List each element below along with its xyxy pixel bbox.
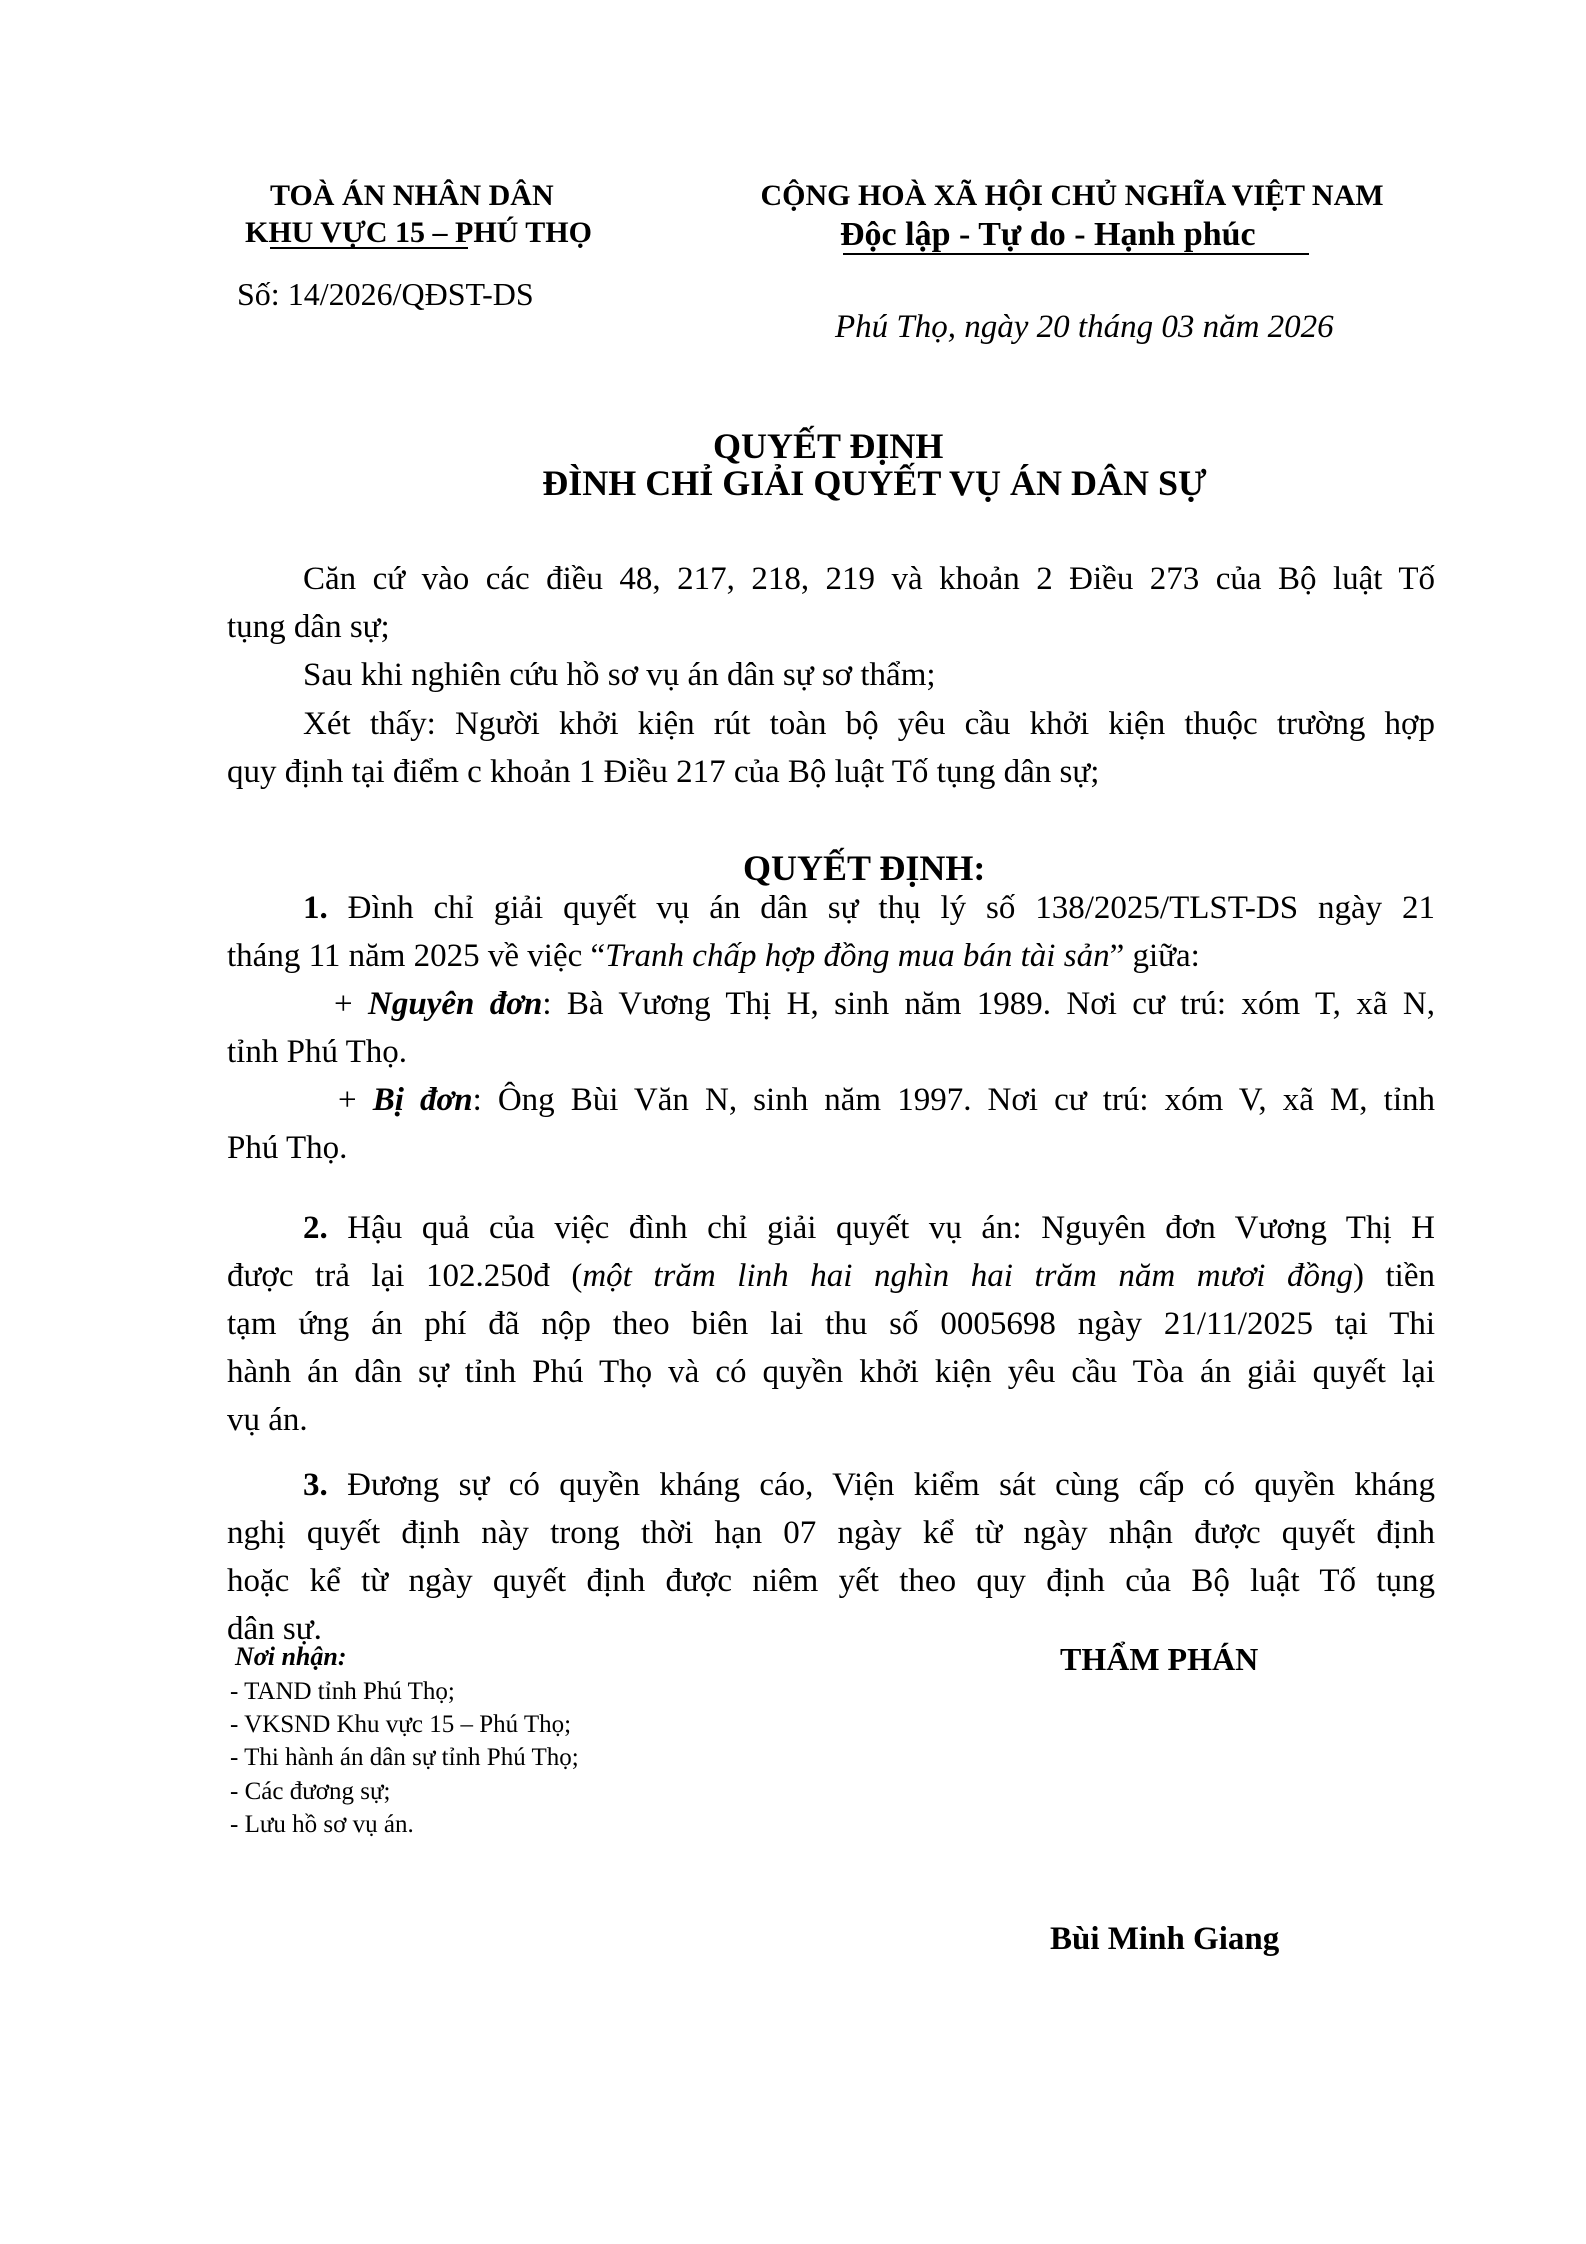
- document-number: Số: 14/2026/QĐST-DS: [237, 276, 534, 312]
- plaintiff-line2: tỉnh Phú Thọ.: [227, 1034, 408, 1070]
- recipient-item: - Lưu hồ sơ vụ án.: [230, 1811, 414, 1838]
- item1-line2: [227, 940, 1435, 973]
- national-motto: Độc lập - Tự do - Hạnh phúc: [840, 216, 1256, 253]
- plaintiff-text: : Bà Vương Thị H, sinh năm 1989. Nơi cư trú: xóm T, xã N,: [542, 986, 1435, 1022]
- item3-line1: [303, 1469, 1435, 1502]
- defendant-line1: [338, 1084, 1435, 1117]
- plaintiff-label: Nguyên đơn: [368, 986, 543, 1022]
- item2-text: Hậu quả của việc đình chỉ giải quyết vụ án: Nguyên đơn Vương Thị H: [347, 1210, 1435, 1246]
- preamble-p1-line2: tụng dân sự;: [227, 609, 390, 645]
- item2-line5: vụ án.: [227, 1402, 308, 1438]
- document-title: QUYẾT ĐỊNH: [713, 426, 944, 466]
- plaintiff-line1: [334, 988, 1435, 1021]
- item2-line2-b: ) tiền: [1352, 1258, 1436, 1294]
- defendant-text: : Ông Bùi Văn N, sinh năm 1997. Nơi cư trú: xóm V, xã M, tỉnh: [472, 1082, 1435, 1118]
- document-subtitle: ĐÌNH CHỈ GIẢI QUYẾT VỤ ÁN DÂN SỰ: [542, 463, 1207, 503]
- defendant-label: Bị đơn: [372, 1082, 473, 1118]
- item3-line3: hoặc kể từ ngày quyết định được niêm yết theo quy định của Bộ luật Tố tụng: [227, 1563, 1435, 1599]
- recipient-item: - Thi hành án dân sự tỉnh Phú Thọ;: [230, 1744, 579, 1771]
- preamble-p3-line2: quy định tại điểm c khoản 1 Điều 217 của Bộ luật Tố tụng dân sự;: [227, 754, 1100, 790]
- recipient-item: - VKSND Khu vực 15 – Phú Thọ;: [230, 1711, 572, 1738]
- national-title: CỘNG HOÀ XÃ HỘI CHỦ NGHĨA VIỆT NAM: [760, 179, 1384, 212]
- place-date: Phú Thọ, ngày 20 tháng 03 năm 2026: [835, 309, 1334, 345]
- preamble-p1-line1: Căn cứ vào các điều 48, 217, 218, 219 và khoản 2 Điều 273 của Bộ luật Tố: [303, 561, 1435, 597]
- signer-name: Bùi Minh Giang: [1050, 1921, 1280, 1957]
- plaintiff-prefix: +: [334, 986, 369, 1022]
- case-subject: Tranh chấp hợp đồng mua bán tài sản: [605, 938, 1110, 974]
- court-name: TOÀ ÁN NHÂN DÂN: [270, 179, 554, 212]
- defendant-prefix: +: [338, 1082, 373, 1118]
- item2-line2-a: được trả lại 102.250đ (: [227, 1258, 583, 1294]
- preamble-p2: Sau khi nghiên cứu hồ sơ vụ án dân sự sơ thẩm;: [303, 657, 936, 693]
- preamble-p3-line1: Xét thấy: Người khởi kiện rút toàn bộ yêu cầu khởi kiện thuộc trường hợp: [303, 706, 1435, 742]
- item2-number: 2.: [303, 1210, 328, 1246]
- item3-number: 3.: [303, 1467, 328, 1503]
- item1-line2-b: ” giữa:: [1109, 938, 1200, 974]
- court-region: KHU VỰC 15 – PHÚ THỌ: [245, 216, 592, 249]
- item3-text: Đương sự có quyền kháng cáo, Viện kiểm sát cùng cấp có quyền kháng: [347, 1467, 1436, 1503]
- item1-line1: [303, 892, 1435, 925]
- item1-text: Đình chỉ giải quyết vụ án dân sự thụ lý số 138/2025/TLST-DS ngày 21: [347, 890, 1435, 926]
- item1-line2-a: tháng 11 năm 2025 về việc “: [227, 938, 606, 974]
- item2-line1: [303, 1212, 1435, 1245]
- recipient-item: - Các đương sự;: [230, 1778, 391, 1805]
- item2-line3: tạm ứng án phí đã nộp theo biên lai thu số 0005698 ngày 21/11/2025 tại Thi: [227, 1306, 1435, 1342]
- amount-in-words: một trăm linh hai nghìn hai trăm năm mươi đồng: [582, 1258, 1353, 1294]
- motto-underline: [843, 253, 1309, 255]
- item1-number: 1.: [303, 890, 328, 926]
- item2-line2: [227, 1260, 1435, 1293]
- decision-heading: QUYẾT ĐỊNH:: [743, 848, 986, 888]
- item3-line4: dân sự.: [227, 1611, 322, 1647]
- item2-line4: hành án dân sự tỉnh Phú Thọ và có quyền khởi kiện yêu cầu Tòa án giải quyết lại: [227, 1354, 1435, 1390]
- recipient-item: - TAND tỉnh Phú Thọ;: [230, 1678, 455, 1705]
- item3-line2: nghị quyết định này trong thời hạn 07 ngày kể từ ngày nhận được quyết định: [227, 1515, 1435, 1551]
- court-underline: [270, 247, 468, 249]
- defendant-line2: Phú Thọ.: [227, 1130, 348, 1166]
- signer-title: THẨM PHÁN: [1060, 1641, 1259, 1677]
- recipients-heading: Nơi nhận:: [235, 1642, 347, 1671]
